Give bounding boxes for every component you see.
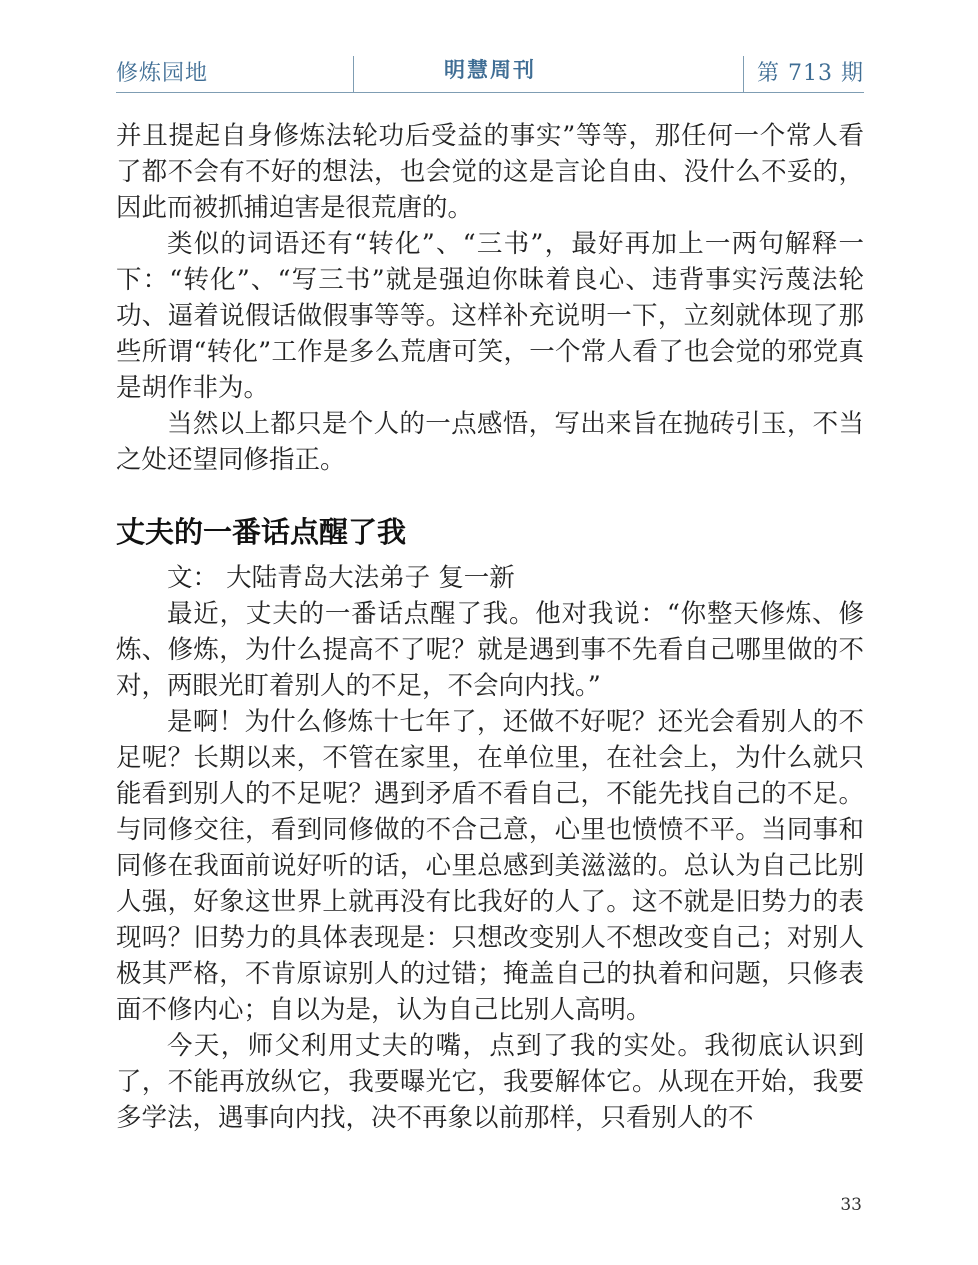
publication-title: 明慧周刊 [444,58,536,82]
page-header [116,52,864,93]
section-title: 修炼园地 [116,61,209,86]
header-divider [743,56,744,92]
paragraph: 并且提起自身修炼法轮功后受益的事实”等等，那任何一个常人看了都不会有不好的想法，也会觉的这是言论自由、没什么不妥的，因此而被抓捕迫害是很荒唐的。 [116,121,864,223]
issue-number: 第 713 期 [757,61,864,86]
byline: 文： 大陆青岛大法弟子 复一新 [167,563,515,593]
paragraph: 当然以上都只是个人的一点感悟，写出来旨在抛砖引玉，不当之处还望同修指正。 [116,409,864,475]
paragraph: 最近，丈夫的一番话点醒了我。他对我说：“你整天修炼、修炼、修炼，为什么提高不了呢？就是遇到事不先看自己哪里做的不对，两眼光盯着别人的不足，不会向内找。” [116,599,864,701]
paragraph: 今天，师父利用丈夫的嘴，点到了我的实处。我彻底认识到了，不能再放纵它，我要曝光它，我要解体它。从现在开始，我要多学法，遇事向内找，决不再象以前那样，只看别人的不 [116,1031,864,1133]
article-body [116,118,864,1136]
article-title: 丈夫的一番话点醒了我 [116,515,407,549]
paragraph: 类似的词语还有“转化”、“三书”，最好再加上一两句解释一下：“转化”、“写三书”就是强迫你昧着良心、违背事实污蔑法轮功、逼着说假话做假事等等。这样补充说明一下，立刻就体现了那些所谓“转化”工作是多么荒唐可笑，一个常人看了也会觉的邪党真是胡作非为。 [116,229,864,403]
page-number: 33 [840,1195,862,1215]
paragraph: 是啊！为什么修炼十七年了，还做不好呢？还光会看别人的不足呢？长期以来，不管在家里，在单位里，在社会上，为什么就只能看到别人的不足呢？遇到矛盾不看自己，不能先找自己的不足。与同修交往，看到同修做的不合己意，心里也愤愤不平。当同事和同修在我面前说好听的话，心里总感到美滋滋的。总认为自己比别人强，好象这世界上就再没有比我好的人了。这不就是旧势力的表现吗？旧势力的具体表现是：只想改变别人不想改变自己；对别人极其严格，不肯原谅别人的过错；掩盖自己的执着和问题，只修表面不修内心；自以为是，认为自己比别人高明。 [116,707,864,1025]
